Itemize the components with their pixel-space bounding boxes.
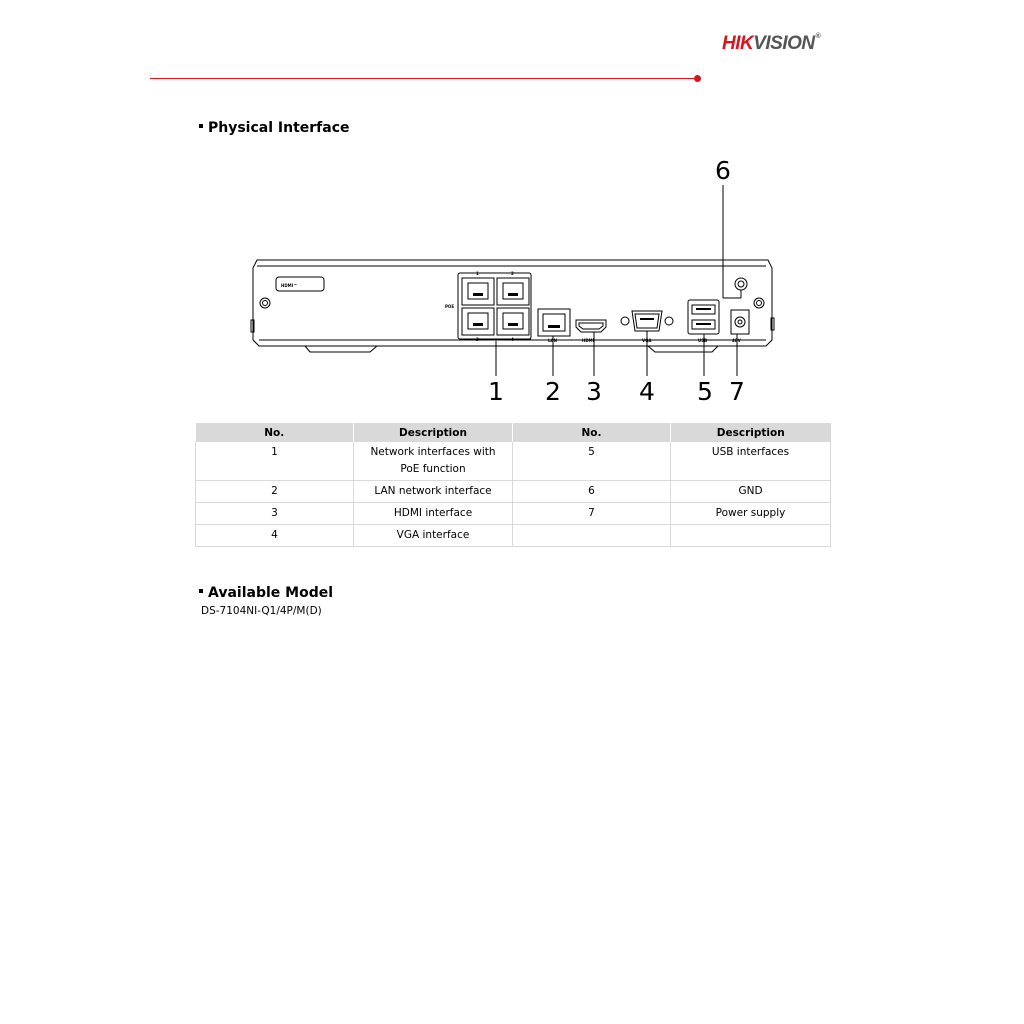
table-row bbox=[196, 525, 831, 547]
table-row bbox=[196, 481, 831, 503]
port-label-4: 4 bbox=[511, 337, 514, 342]
header-no: No. bbox=[513, 423, 671, 442]
lan-label: LAN bbox=[548, 338, 557, 343]
poe-label: POE bbox=[445, 304, 455, 309]
callout-5: 5 bbox=[697, 377, 713, 406]
table-cell: Network interfaces with PoE function bbox=[354, 442, 513, 481]
model-name: DS-7104NI-Q1/4P/M(D) bbox=[201, 605, 322, 617]
header-no: No. bbox=[196, 423, 354, 442]
hikvision-logo: HIKVISION® bbox=[722, 33, 821, 54]
table-cell: 7 bbox=[513, 503, 671, 525]
callout-4: 4 bbox=[639, 377, 655, 406]
callout-2: 2 bbox=[545, 377, 561, 406]
table-cell: 3 bbox=[196, 503, 354, 525]
table-row bbox=[196, 442, 831, 481]
table-cell: 6 bbox=[513, 481, 671, 503]
port-label-3: 3 bbox=[476, 337, 479, 342]
callout-6: 6 bbox=[715, 156, 731, 185]
hdmi-label: HDMI bbox=[582, 338, 595, 343]
header-description: Description bbox=[354, 423, 513, 442]
bullet-square-icon bbox=[199, 589, 203, 593]
table-cell: Power supply bbox=[671, 503, 831, 525]
table-cell: VGA interface bbox=[354, 525, 513, 547]
vga-label: VGA bbox=[642, 338, 652, 343]
table-cell: 2 bbox=[196, 481, 354, 503]
table-cell bbox=[671, 525, 831, 547]
rear-panel-diagram bbox=[0, 0, 1024, 420]
hdmi-logo-text: HDMI™ bbox=[281, 283, 298, 288]
port-label-1: 1 bbox=[476, 271, 479, 276]
table-cell: 1 bbox=[196, 442, 354, 481]
table-cell bbox=[513, 525, 671, 547]
table-header-row bbox=[196, 423, 831, 442]
callout-3: 3 bbox=[586, 377, 602, 406]
table-cell: 5 bbox=[513, 442, 671, 481]
callout-7: 7 bbox=[729, 377, 745, 406]
power-label: 48V bbox=[732, 338, 741, 343]
table-cell: HDMI interface bbox=[354, 503, 513, 525]
port-label-2: 2 bbox=[511, 271, 514, 276]
section-title-physical-interface: Physical Interface bbox=[199, 120, 350, 136]
interface-table bbox=[195, 423, 831, 547]
table-cell: 4 bbox=[196, 525, 354, 547]
usb-label: USB bbox=[698, 338, 708, 343]
table-row bbox=[196, 503, 831, 525]
table-cell: USB interfaces bbox=[671, 442, 831, 481]
header-description: Description bbox=[671, 423, 831, 442]
table-cell: GND bbox=[671, 481, 831, 503]
table-cell: LAN network interface bbox=[354, 481, 513, 503]
callout-1: 1 bbox=[488, 377, 504, 406]
section-title-available-model: Available Model bbox=[199, 585, 333, 601]
